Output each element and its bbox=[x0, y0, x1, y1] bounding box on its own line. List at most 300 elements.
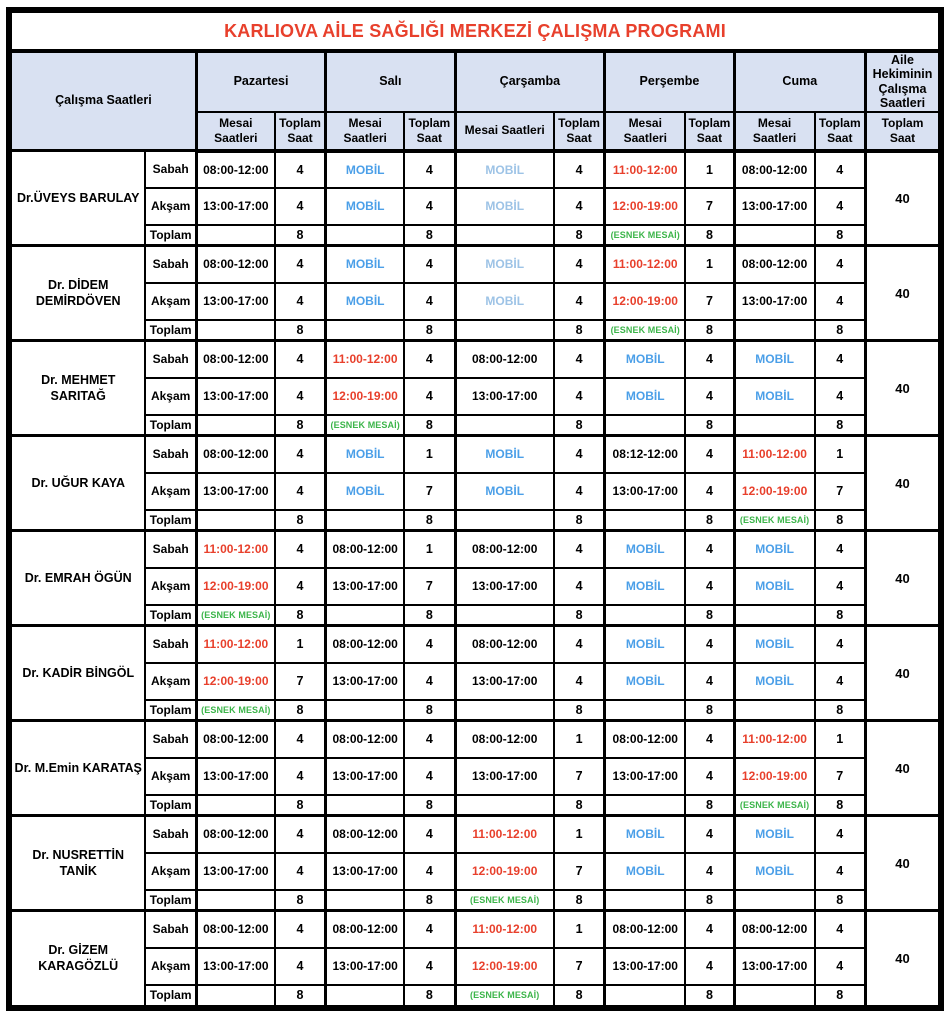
doctor-name: Dr. UĞUR KAYA bbox=[11, 436, 145, 531]
shift-label-sabah: Sabah bbox=[145, 246, 196, 283]
schedule-cell: 13:00-17:00 bbox=[196, 948, 274, 985]
doctor-aksam-row bbox=[11, 758, 939, 795]
hours-cell: 7 bbox=[404, 568, 455, 605]
empty-cell bbox=[605, 890, 685, 911]
doctor-toplam-row bbox=[11, 320, 939, 341]
schedule-cell: MOBİL bbox=[734, 378, 814, 415]
weekly-total: 40 bbox=[865, 626, 939, 721]
day-total-hours: 8 bbox=[685, 890, 734, 911]
day-total-hours: 8 bbox=[685, 320, 734, 341]
empty-cell bbox=[455, 605, 554, 626]
schedule-cell: 13:00-17:00 bbox=[326, 853, 404, 890]
hours-cell: 4 bbox=[815, 378, 866, 415]
hours-cell: 4 bbox=[685, 816, 734, 853]
schedule-cell: 13:00-17:00 bbox=[734, 188, 814, 225]
schedule-cell: 08:00-12:00 bbox=[326, 626, 404, 663]
shift-label-sabah: Sabah bbox=[145, 531, 196, 568]
empty-cell bbox=[455, 700, 554, 721]
schedule-cell: 11:00-12:00 bbox=[455, 816, 554, 853]
schedule-cell: 12:00-19:00 bbox=[455, 948, 554, 985]
shift-label-aksam: Akşam bbox=[145, 948, 196, 985]
day-total-hours: 8 bbox=[554, 415, 605, 436]
schedule-cell: 08:00-12:00 bbox=[605, 721, 685, 758]
schedule-cell: 11:00-12:00 bbox=[734, 721, 814, 758]
schedule-cell: MOBİL bbox=[326, 151, 404, 188]
hours-cell: 4 bbox=[815, 341, 866, 378]
doctor-sabah-row bbox=[11, 816, 939, 853]
hours-cell: 4 bbox=[685, 758, 734, 795]
esnek-mesai-note: (ESNEK MESAİ) bbox=[734, 795, 814, 816]
empty-cell bbox=[605, 700, 685, 721]
weekly-total: 40 bbox=[865, 246, 939, 341]
hours-cell: 4 bbox=[275, 568, 326, 605]
empty-cell bbox=[605, 415, 685, 436]
empty-cell bbox=[326, 225, 404, 246]
empty-cell bbox=[196, 890, 274, 911]
hours-cell: 4 bbox=[685, 378, 734, 415]
doctor-name: Dr. KADİR BİNGÖL bbox=[11, 626, 145, 721]
day-total-hours: 8 bbox=[275, 700, 326, 721]
empty-cell bbox=[326, 985, 404, 1006]
day-total-hours: 8 bbox=[815, 985, 866, 1006]
total-label: Toplam bbox=[145, 795, 196, 816]
hours-cell: 4 bbox=[554, 531, 605, 568]
schedule-table bbox=[10, 11, 940, 1007]
hours-cell: 4 bbox=[815, 626, 866, 663]
hours-cell: 4 bbox=[554, 436, 605, 473]
family-physician-hours-header: Aile Hekiminin Çalışma Saatleri bbox=[865, 51, 939, 112]
day-total-hours: 8 bbox=[404, 225, 455, 246]
schedule-cell: 12:00-19:00 bbox=[196, 663, 274, 700]
empty-cell bbox=[734, 890, 814, 911]
hours-cell: 4 bbox=[275, 721, 326, 758]
schedule-cell: MOBİL bbox=[326, 283, 404, 320]
schedule-cell: 08:00-12:00 bbox=[734, 911, 814, 948]
hours-cell: 1 bbox=[404, 531, 455, 568]
schedule-cell: 12:00-19:00 bbox=[455, 853, 554, 890]
empty-cell bbox=[455, 415, 554, 436]
doctor-toplam-row bbox=[11, 985, 939, 1006]
empty-cell bbox=[455, 510, 554, 531]
day-total-hours: 8 bbox=[815, 320, 866, 341]
hours-cell: 4 bbox=[275, 911, 326, 948]
hours-cell: 7 bbox=[275, 663, 326, 700]
day-total-hours: 8 bbox=[685, 415, 734, 436]
hours-cell: 7 bbox=[685, 283, 734, 320]
schedule-cell: 08:00-12:00 bbox=[196, 721, 274, 758]
title-row bbox=[11, 12, 939, 51]
day-total-hours: 8 bbox=[554, 605, 605, 626]
day-total-hours: 8 bbox=[815, 415, 866, 436]
shift-label-aksam: Akşam bbox=[145, 188, 196, 225]
day-total-hours: 8 bbox=[554, 795, 605, 816]
total-label: Toplam bbox=[145, 605, 196, 626]
schedule-cell: MOBİL bbox=[455, 151, 554, 188]
shift-label-aksam: Akşam bbox=[145, 663, 196, 700]
day-total-hours: 8 bbox=[815, 700, 866, 721]
day-total-hours: 8 bbox=[275, 985, 326, 1006]
hours-cell: 4 bbox=[404, 853, 455, 890]
hours-cell: 7 bbox=[554, 758, 605, 795]
mesai-saatleri-header: Mesai Saatleri bbox=[605, 112, 685, 151]
schedule-cell: 11:00-12:00 bbox=[326, 341, 404, 378]
day-total-hours: 8 bbox=[685, 510, 734, 531]
empty-cell bbox=[196, 510, 274, 531]
schedule-cell: MOBİL bbox=[455, 473, 554, 510]
schedule-cell: 12:00-19:00 bbox=[196, 568, 274, 605]
empty-cell bbox=[455, 320, 554, 341]
hours-cell: 4 bbox=[685, 721, 734, 758]
esnek-mesai-note: (ESNEK MESAİ) bbox=[605, 320, 685, 341]
hours-cell: 4 bbox=[404, 283, 455, 320]
hours-cell: 7 bbox=[685, 188, 734, 225]
weekly-total: 40 bbox=[865, 341, 939, 436]
hours-cell: 4 bbox=[275, 473, 326, 510]
schedule-cell: MOBİL bbox=[605, 378, 685, 415]
day-total-hours: 8 bbox=[554, 985, 605, 1006]
hours-cell: 1 bbox=[685, 151, 734, 188]
schedule-cell: 08:00-12:00 bbox=[196, 246, 274, 283]
weekly-total: 40 bbox=[865, 911, 939, 1006]
day-total-hours: 8 bbox=[404, 320, 455, 341]
doctor-toplam-row bbox=[11, 890, 939, 911]
doctor-name: Dr. GİZEM KARAGÖZLÜ bbox=[11, 911, 145, 1006]
hours-cell: 1 bbox=[815, 436, 866, 473]
doctor-aksam-row bbox=[11, 283, 939, 320]
hours-cell: 4 bbox=[815, 911, 866, 948]
doctor-sabah-row bbox=[11, 436, 939, 473]
schedule-cell: 13:00-17:00 bbox=[196, 378, 274, 415]
schedule-cell: 11:00-12:00 bbox=[196, 626, 274, 663]
weekly-total: 40 bbox=[865, 721, 939, 816]
empty-cell bbox=[326, 510, 404, 531]
hours-cell: 4 bbox=[685, 663, 734, 700]
total-label: Toplam bbox=[145, 985, 196, 1006]
doctor-name: Dr. DİDEM DEMİRDÖVEN bbox=[11, 246, 145, 341]
empty-cell bbox=[196, 225, 274, 246]
day-total-hours: 8 bbox=[404, 415, 455, 436]
hours-cell: 4 bbox=[275, 436, 326, 473]
schedule-cell: MOBİL bbox=[455, 283, 554, 320]
doctor-sabah-row bbox=[11, 151, 939, 188]
hours-cell: 4 bbox=[554, 341, 605, 378]
day-total-hours: 8 bbox=[685, 605, 734, 626]
empty-cell bbox=[326, 795, 404, 816]
schedule-cell: 12:00-19:00 bbox=[734, 473, 814, 510]
hours-cell: 4 bbox=[815, 816, 866, 853]
hours-cell: 4 bbox=[275, 531, 326, 568]
day-total-hours: 8 bbox=[815, 605, 866, 626]
schedule-cell: MOBİL bbox=[734, 341, 814, 378]
empty-cell bbox=[455, 225, 554, 246]
hours-cell: 4 bbox=[275, 948, 326, 985]
shift-label-aksam: Akşam bbox=[145, 758, 196, 795]
day-total-hours: 8 bbox=[275, 605, 326, 626]
hours-cell: 4 bbox=[554, 283, 605, 320]
schedule-cell: 13:00-17:00 bbox=[196, 758, 274, 795]
hours-cell: 4 bbox=[275, 758, 326, 795]
schedule-cell: MOBİL bbox=[326, 246, 404, 283]
schedule-cell: 08:00-12:00 bbox=[196, 911, 274, 948]
empty-cell bbox=[326, 700, 404, 721]
doctor-sabah-row bbox=[11, 341, 939, 378]
day-total-hours: 8 bbox=[404, 985, 455, 1006]
hours-cell: 4 bbox=[275, 378, 326, 415]
schedule-cell: 12:00-19:00 bbox=[605, 188, 685, 225]
hours-cell: 4 bbox=[685, 948, 734, 985]
esnek-mesai-note: (ESNEK MESAİ) bbox=[196, 605, 274, 626]
empty-cell bbox=[734, 415, 814, 436]
esnek-mesai-note: (ESNEK MESAİ) bbox=[196, 700, 274, 721]
schedule-cell: 13:00-17:00 bbox=[455, 663, 554, 700]
schedule-cell: 08:00-12:00 bbox=[455, 341, 554, 378]
empty-cell bbox=[734, 225, 814, 246]
day-total-hours: 8 bbox=[275, 890, 326, 911]
schedule-cell: 08:00-12:00 bbox=[605, 911, 685, 948]
schedule-cell: 11:00-12:00 bbox=[455, 911, 554, 948]
hours-cell: 4 bbox=[554, 626, 605, 663]
hours-cell: 4 bbox=[685, 436, 734, 473]
day-total-hours: 8 bbox=[685, 700, 734, 721]
schedule-cell: 13:00-17:00 bbox=[455, 758, 554, 795]
doctor-aksam-row bbox=[11, 853, 939, 890]
hours-cell: 7 bbox=[815, 758, 866, 795]
schedule-cell: 08:00-12:00 bbox=[734, 246, 814, 283]
day-total-hours: 8 bbox=[275, 795, 326, 816]
schedule-cell: MOBİL bbox=[605, 816, 685, 853]
hours-cell: 7 bbox=[554, 853, 605, 890]
hours-cell: 4 bbox=[685, 341, 734, 378]
hours-cell: 4 bbox=[404, 246, 455, 283]
hours-cell: 4 bbox=[815, 663, 866, 700]
day-total-hours: 8 bbox=[554, 225, 605, 246]
mesai-saatleri-header: Mesai Saatleri bbox=[734, 112, 814, 151]
empty-cell bbox=[196, 985, 274, 1006]
hours-cell: 4 bbox=[554, 246, 605, 283]
hours-cell: 4 bbox=[404, 816, 455, 853]
shift-label-sabah: Sabah bbox=[145, 151, 196, 188]
day-total-hours: 8 bbox=[685, 985, 734, 1006]
day-total-hours: 8 bbox=[275, 510, 326, 531]
empty-cell bbox=[605, 605, 685, 626]
mesai-saatleri-header: Mesai Saatleri bbox=[196, 112, 274, 151]
hours-cell: 4 bbox=[404, 341, 455, 378]
schedule-cell: MOBİL bbox=[455, 436, 554, 473]
hours-cell: 4 bbox=[554, 663, 605, 700]
hours-cell: 4 bbox=[815, 283, 866, 320]
mesai-saatleri-header: Mesai Saatleri bbox=[455, 112, 554, 151]
schedule-cell: 13:00-17:00 bbox=[196, 853, 274, 890]
day-total-hours: 8 bbox=[685, 225, 734, 246]
schedule-cell: 11:00-12:00 bbox=[605, 246, 685, 283]
hours-cell: 4 bbox=[404, 948, 455, 985]
toplam-saat-header: Toplam Saat bbox=[554, 112, 605, 151]
doctor-toplam-row bbox=[11, 225, 939, 246]
hours-cell: 7 bbox=[554, 948, 605, 985]
day-total-hours: 8 bbox=[554, 700, 605, 721]
empty-cell bbox=[196, 320, 274, 341]
day-total-hours: 8 bbox=[554, 510, 605, 531]
hours-cell: 4 bbox=[404, 911, 455, 948]
day-total-hours: 8 bbox=[685, 795, 734, 816]
schedule-cell: MOBİL bbox=[326, 473, 404, 510]
shift-label-sabah: Sabah bbox=[145, 721, 196, 758]
hours-cell: 4 bbox=[815, 188, 866, 225]
toplam-saat-header: Toplam Saat bbox=[815, 112, 866, 151]
hours-cell: 4 bbox=[685, 853, 734, 890]
schedule-cell: 13:00-17:00 bbox=[326, 663, 404, 700]
empty-cell bbox=[326, 890, 404, 911]
schedule-cell: 08:12-12:00 bbox=[605, 436, 685, 473]
hours-cell: 1 bbox=[554, 721, 605, 758]
schedule-cell: 08:00-12:00 bbox=[326, 816, 404, 853]
schedule-cell: 11:00-12:00 bbox=[734, 436, 814, 473]
schedule-cell: MOBİL bbox=[734, 816, 814, 853]
day-total-hours: 8 bbox=[815, 225, 866, 246]
day-total-hours: 8 bbox=[275, 320, 326, 341]
schedule-cell: 11:00-12:00 bbox=[605, 151, 685, 188]
mesai-saatleri-header: Mesai Saatleri bbox=[326, 112, 404, 151]
hours-cell: 4 bbox=[275, 246, 326, 283]
esnek-mesai-note: (ESNEK MESAİ) bbox=[455, 985, 554, 1006]
hours-cell: 4 bbox=[275, 151, 326, 188]
hours-cell: 4 bbox=[275, 853, 326, 890]
schedule-cell: 11:00-12:00 bbox=[196, 531, 274, 568]
doctor-name: Dr. EMRAH ÖGÜN bbox=[11, 531, 145, 626]
shift-label-aksam: Akşam bbox=[145, 568, 196, 605]
hours-cell: 4 bbox=[815, 151, 866, 188]
schedule-frame bbox=[6, 7, 944, 1011]
schedule-cell: 08:00-12:00 bbox=[455, 721, 554, 758]
hours-cell: 4 bbox=[685, 568, 734, 605]
hours-cell: 4 bbox=[815, 246, 866, 283]
day-total-hours: 8 bbox=[275, 225, 326, 246]
day-total-hours: 8 bbox=[404, 510, 455, 531]
esnek-mesai-note: (ESNEK MESAİ) bbox=[326, 415, 404, 436]
hours-cell: 4 bbox=[404, 378, 455, 415]
empty-cell bbox=[734, 320, 814, 341]
total-label: Toplam bbox=[145, 510, 196, 531]
empty-cell bbox=[455, 795, 554, 816]
doctor-toplam-row bbox=[11, 700, 939, 721]
schedule-cell: 08:00-12:00 bbox=[455, 626, 554, 663]
day-total-hours: 8 bbox=[404, 700, 455, 721]
hours-cell: 4 bbox=[815, 948, 866, 985]
doctor-toplam-row bbox=[11, 415, 939, 436]
hours-cell: 4 bbox=[404, 626, 455, 663]
hours-cell: 4 bbox=[404, 721, 455, 758]
hours-cell: 1 bbox=[404, 436, 455, 473]
hours-cell: 1 bbox=[554, 911, 605, 948]
toplam-saat-header: Toplam Saat bbox=[685, 112, 734, 151]
empty-cell bbox=[196, 795, 274, 816]
toplam-saat-header: Toplam Saat bbox=[404, 112, 455, 151]
shift-label-sabah: Sabah bbox=[145, 626, 196, 663]
total-label: Toplam bbox=[145, 320, 196, 341]
schedule-cell: MOBİL bbox=[605, 663, 685, 700]
esnek-mesai-note: (ESNEK MESAİ) bbox=[605, 225, 685, 246]
schedule-cell: 13:00-17:00 bbox=[196, 188, 274, 225]
toplam-saat-header: Toplam Saat bbox=[275, 112, 326, 151]
schedule-cell: 13:00-17:00 bbox=[605, 948, 685, 985]
hours-cell: 4 bbox=[275, 188, 326, 225]
shift-label-aksam: Akşam bbox=[145, 283, 196, 320]
day-total-hours: 8 bbox=[554, 320, 605, 341]
total-label: Toplam bbox=[145, 700, 196, 721]
day-total-hours: 8 bbox=[815, 795, 866, 816]
hours-cell: 4 bbox=[554, 188, 605, 225]
schedule-cell: MOBİL bbox=[734, 663, 814, 700]
hours-cell: 4 bbox=[275, 283, 326, 320]
schedule-cell: 08:00-12:00 bbox=[326, 911, 404, 948]
esnek-mesai-note: (ESNEK MESAİ) bbox=[455, 890, 554, 911]
day-total-hours: 8 bbox=[404, 890, 455, 911]
day-header-sali: Salı bbox=[326, 51, 455, 112]
schedule-cell: 12:00-19:00 bbox=[326, 378, 404, 415]
schedule-cell: 13:00-17:00 bbox=[734, 283, 814, 320]
shift-label-aksam: Akşam bbox=[145, 378, 196, 415]
shift-label-sabah: Sabah bbox=[145, 816, 196, 853]
hours-cell: 7 bbox=[404, 473, 455, 510]
weekly-total: 40 bbox=[865, 531, 939, 626]
day-header-persembe: Perşembe bbox=[605, 51, 734, 112]
schedule-cell: MOBİL bbox=[605, 531, 685, 568]
schedule-cell: 12:00-19:00 bbox=[605, 283, 685, 320]
hours-cell: 4 bbox=[554, 378, 605, 415]
shift-label-aksam: Akşam bbox=[145, 473, 196, 510]
hours-cell: 1 bbox=[275, 626, 326, 663]
hours-cell: 4 bbox=[404, 758, 455, 795]
doctor-sabah-row bbox=[11, 721, 939, 758]
hours-cell: 4 bbox=[554, 151, 605, 188]
hours-cell: 4 bbox=[554, 568, 605, 605]
day-total-hours: 8 bbox=[554, 890, 605, 911]
hours-cell: 1 bbox=[815, 721, 866, 758]
schedule-cell: 13:00-17:00 bbox=[605, 758, 685, 795]
schedule-cell: 08:00-12:00 bbox=[196, 436, 274, 473]
total-label: Toplam bbox=[145, 890, 196, 911]
weekly-total: 40 bbox=[865, 151, 939, 246]
schedule-cell: 08:00-12:00 bbox=[196, 151, 274, 188]
schedule-cell: 13:00-17:00 bbox=[196, 283, 274, 320]
schedule-cell: MOBİL bbox=[605, 341, 685, 378]
shift-label-aksam: Akşam bbox=[145, 853, 196, 890]
schedule-cell: 08:00-12:00 bbox=[196, 341, 274, 378]
hours-cell: 4 bbox=[815, 568, 866, 605]
day-header-cuma: Cuma bbox=[734, 51, 865, 112]
page-title: KARLIOVA AİLE SAĞLIĞI MERKEZİ ÇALIŞMA PROGRAMI bbox=[11, 12, 939, 51]
day-total-hours: 8 bbox=[275, 415, 326, 436]
doctor-name: Dr.ÜVEYS BARULAY bbox=[11, 151, 145, 246]
schedule-body bbox=[11, 151, 939, 1006]
doctor-toplam-row bbox=[11, 605, 939, 626]
empty-cell bbox=[605, 795, 685, 816]
doctor-toplam-row bbox=[11, 795, 939, 816]
schedule-cell: MOBİL bbox=[605, 568, 685, 605]
doctor-aksam-row bbox=[11, 568, 939, 605]
hours-cell: 7 bbox=[815, 473, 866, 510]
schedule-cell: 12:00-19:00 bbox=[734, 758, 814, 795]
schedule-cell: 13:00-17:00 bbox=[326, 948, 404, 985]
day-total-hours: 8 bbox=[815, 890, 866, 911]
hours-cell: 4 bbox=[685, 531, 734, 568]
schedule-cell: 13:00-17:00 bbox=[326, 568, 404, 605]
doctor-aksam-row bbox=[11, 663, 939, 700]
schedule-cell: MOBİL bbox=[734, 568, 814, 605]
day-total-hours: 8 bbox=[815, 510, 866, 531]
day-header-pazartesi: Pazartesi bbox=[196, 51, 325, 112]
schedule-cell: MOBİL bbox=[734, 853, 814, 890]
